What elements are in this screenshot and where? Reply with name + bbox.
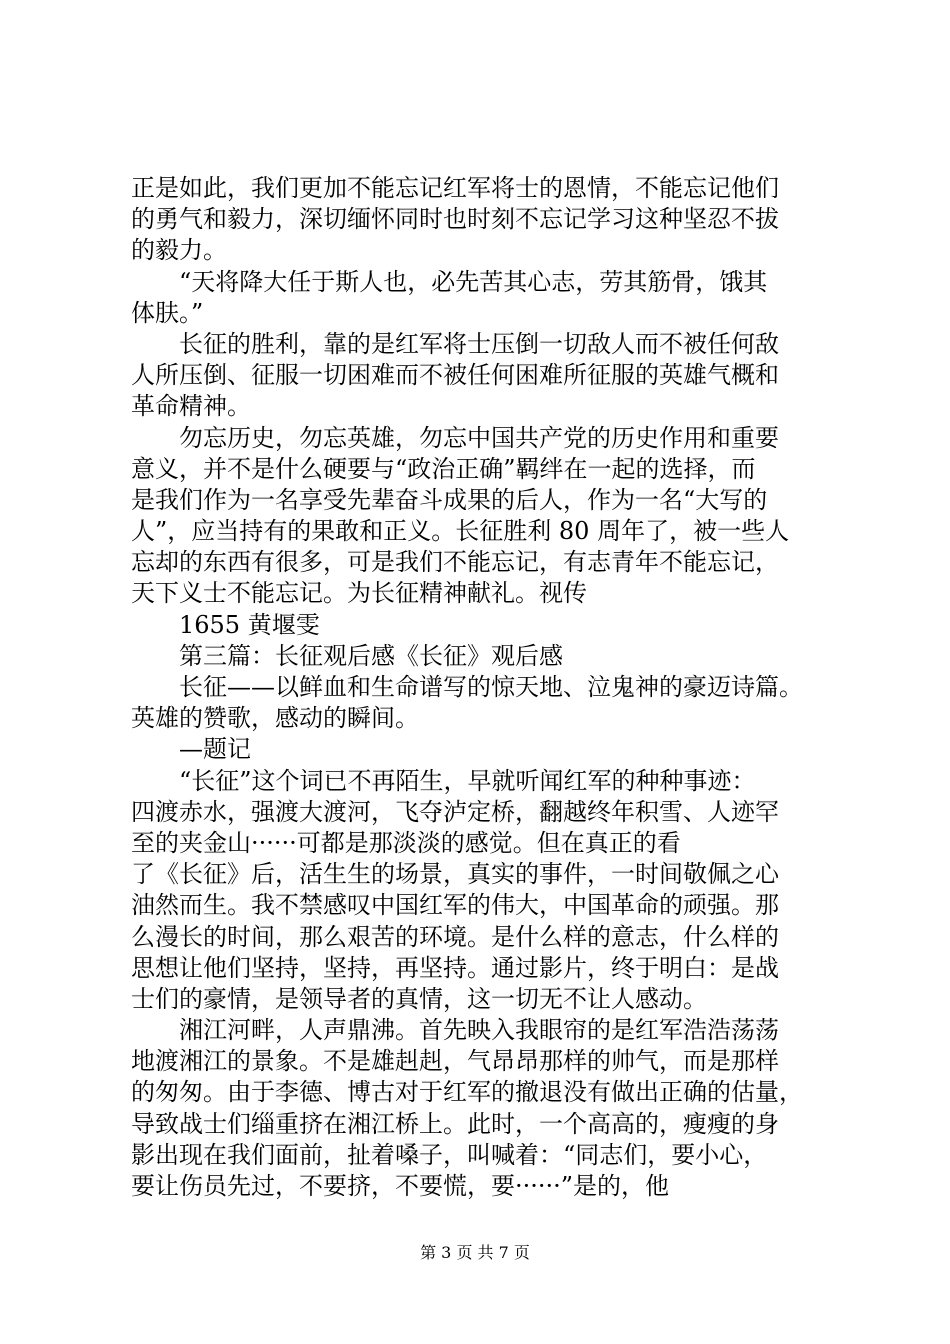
text-line: 的勇气和毅力，深切缅怀同时也时刻不忘记学习这种坚忍不拔 <box>131 205 779 234</box>
body-text <box>131 173 843 1202</box>
text-line: 人”，应当持有的果敢和正义。长征胜利 80 周年了，被一些人 <box>131 517 790 546</box>
text-line: 天下义士不能忘记。为长征精神献礼。视传 <box>131 579 587 608</box>
text-line: 要让伤员先过，不要挤，不要慌，要······”是的，他 <box>131 1172 670 1200</box>
text-line: 长征——以鲜血和生命谱写的惊天地、泣鬼神的豪迈诗篇。 <box>131 673 803 701</box>
text-line: 正是如此，我们更加不能忘记红军将士的恩情，不能忘记他们 <box>131 174 779 202</box>
text-line: 影出现在我们面前，扯着嗓子，叫喊着：“同志们，要小心， <box>131 1140 768 1169</box>
text-line: 的毅力。 <box>131 236 227 265</box>
text-line: 思想让他们坚持，坚持，再坚持。通过影片，终于明白：是战 <box>131 953 779 982</box>
text-line: 意义，并不是什么硬要与“政治正确”羁绊在一起的选择，而 <box>131 454 756 483</box>
text-line: 么漫长的时间，那么艰苦的环境。是什么样的意志，什么样的 <box>131 922 779 951</box>
text-line: 油然而生。我不禁感叹中国红军的伟大，中国革命的顽强。那 <box>131 891 779 920</box>
text-line: 忘却的东西有很多，可是我们不能忘记，有志青年不能忘记， <box>131 548 779 577</box>
text-line: 第三篇：长征观后感《长征》观后感 <box>131 641 563 670</box>
text-line: 导致战士们缁重挤在湘江桥上。此时，一个高高的，瘦瘦的身 <box>131 1109 779 1138</box>
text-line: “长征”这个词已不再陌生，早就听闻红军的种种事迹： <box>131 766 756 795</box>
text-line: 英雄的赞歌，感动的瞬间。 <box>131 704 419 733</box>
text-line: 长征的胜利，靠的是红军将士压倒一切敌人而不被任何敌 <box>131 329 779 358</box>
text-line: 1655 黄堰雯 <box>131 610 320 639</box>
text-line: 士们的豪情，是领导者的真情，这一切无不让人感动。 <box>131 984 707 1013</box>
page-footer: 第 3 页 共 7 页 <box>420 1243 530 1262</box>
text-line: 人所压倒、征服一切困难而不被任何困难所征服的英雄气概和 <box>131 361 779 390</box>
text-line: 体肤。” <box>131 298 204 327</box>
text-line: 是我们作为一名享受先辈奋斗成果的后人，作为一名“大写的 <box>131 485 768 514</box>
text-line: 勿忘历史，勿忘英雄，勿忘中国共产党的历史作用和重要 <box>131 423 779 452</box>
text-line: 至的夹金山······可都是那淡淡的感觉。但在真正的看 <box>131 828 681 857</box>
text-line: 的匆匆。由于李德、博古对于红军的撤退没有做出正确的估量， <box>131 1078 803 1107</box>
text-line: 湘江河畔，人声鼎沸。首先映入我眼帘的是红军浩浩荡荡 <box>131 1016 779 1045</box>
text-line: 了《长征》后，活生生的场景，真实的事件，一时间敬佩之心 <box>131 860 779 889</box>
text-line: “天将降大任于斯人也，必先苦其心志，劳其筋骨，饿其 <box>131 267 768 296</box>
text-line: —题记 <box>131 735 251 764</box>
text-line: 四渡赤水，强渡大渡河，飞夺泸定桥，翻越终年积雪、人迹罕 <box>131 797 779 826</box>
text-line: 革命精神。 <box>131 392 251 421</box>
text-line: 地渡湘江的景象。不是雄赳赳，气昂昂那样的帅气，而是那样 <box>131 1047 779 1076</box>
